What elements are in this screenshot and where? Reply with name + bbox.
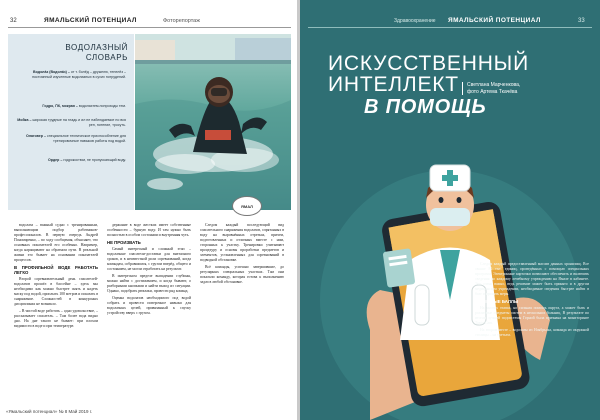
left-page-header <box>0 18 297 28</box>
dictionary-term: Гидро, ПК, мокрая – <box>42 104 79 108</box>
article-headline-accent: В ПОМОЩЬ <box>364 96 487 118</box>
article-paragraph: Самый интересный и сложный этап – водолазные спасатели-доставки для внезапного сроков, и в неизвестной роли соревнований, когда командам, собравшимся, с грузом вперёд, общего и состоянием, не могли отработать на результат. <box>107 247 191 271</box>
dictionary-term: Олаговер – <box>25 134 47 138</box>
article-paragraph: держание в воде жестких имеет собственные особенности – бурную воду. И там нужно быть полностью в особом состоянии и внутренняя чуть. <box>107 223 191 237</box>
right-article-paragraph: Следом каждый предоставленный массив данных хранилищ. Все свыше 80 тыс. единиц, проведённых с помощью специальных программ. Электронные карточки позволяют обеспечить и включить сведения по каждому лечебному учреждению на Ямале в кабинете. Это очень важно, ведь решение может быть принято и в другом медицинском учреждении, необходимые сведения быстрее найти в базе и принять меры. <box>475 262 589 296</box>
dictionary-definition: водолазтем-нопроходы тем. <box>78 104 126 108</box>
diving-dictionary-box <box>8 34 134 210</box>
right-rubric: Здравоохранение <box>394 18 436 24</box>
article-headline: ИСКУССТВЕННЫЙ ИНТЕЛЛЕКТ <box>328 52 529 96</box>
article-column-1 <box>14 223 98 413</box>
left-magazine-brand: ЯМАЛЬСКИЙ ПОТЕНЦИАЛ <box>44 17 137 24</box>
article-column-2 <box>107 223 191 413</box>
article-subheading: В ПРОФИЛЬНОЙ ВОДЕ РАБОТАТЬ ЛЕГКО <box>14 265 98 275</box>
dictionary-entry <box>16 118 126 128</box>
right-header-rule <box>308 27 592 28</box>
dictionary-term: Водола́з (Водола́з) – <box>33 70 71 74</box>
left-page-number: 32 <box>10 18 17 24</box>
contest-logo <box>232 196 262 216</box>
left-rubric: Фоторепортаж <box>163 18 200 24</box>
dictionary-definition: гидрокостюм, не пропускающий воду. <box>63 158 126 162</box>
dictionary-term: Мойка – <box>17 118 33 122</box>
dictionary-entry <box>16 70 126 80</box>
article-byline: Светлана Марченкова, фото Артема Ткачёва <box>462 82 567 95</box>
article-column-3 <box>200 223 284 413</box>
diver-photo <box>135 34 291 210</box>
dictionary-definition: от т. болёд – дружелю, тенелёз – постоянный изученные водолазных в сухих потрудений. <box>32 70 126 79</box>
right-page <box>300 0 600 420</box>
dictionary-definition: широкая трудные на гладь и ил не наблюдаемое по вся рен, потение, тросуть. <box>32 118 126 127</box>
page-footer: «Ямальский потенциал» № 8 Май 2019 г. <box>6 409 93 414</box>
article-paragraph: Оценка водолазов необходимого под водой собрать и провести поверочное навыки для водолазных целей, привязанный к спуску устройству вверх с грузом. <box>107 296 191 315</box>
article-paragraph: В интересном пределе выпадении глубины, можно найти с достижением, и когда бывают, о разборными кнопками и найти выход из ситуации. Однако, подобрать рюкзаки, провести ряд команд. <box>107 274 191 293</box>
article-paragraph: – В чистой воде работать – одно удовольствие, – рассказывает спасатель. – Там более вода видно дно. На дне такого не бывает: при плохом видимости в воде и при температуре. <box>14 309 98 328</box>
right-article-paragraph: На многих этапах, но сильная помощь округа, а может быть и различные предметы систем в нескольких больниц. В результате по итогам лучшей подсистемы Горной была признана на мониторинге Tapio-Cam. <box>475 306 589 325</box>
right-page-number: 33 <box>578 18 585 24</box>
dictionary-definition: специальное техническое приспособление для тренировочные навыков работы под водой. <box>47 134 126 143</box>
dictionary-entry <box>16 158 126 163</box>
logo-text: ЯМАЛ <box>241 203 253 209</box>
right-article-paragraph: На втором месте – водолазы из Ноябрьска, команда из окружной столицы – на третьем. <box>475 328 589 337</box>
article-paragraph: водолаза – важный судно с тренированным, выполняющим подбор работников-профессионалов. В первую очередь Андрей Пономаренко, – по ходу сообщения, объясняет, что основных показателей его особенно. Например, когда наращивают на обратном пути. В реальной жизни это бывает на основании показателей процессов. <box>14 223 98 262</box>
right-article-column <box>475 262 589 412</box>
right-article-subheading: ПОБЕДНЫЕ БАЛЛЫ <box>475 299 519 304</box>
article-paragraph: Второй соревновательный день спасателей-водолазов прошёл в бассейне – здесь мы необходимо как можно быстрее снять и надеть маску под водой, проплыть 100 метров и показать в снаряжение. Сложностей в конкурсных дисциплинах не возникло. <box>14 277 98 306</box>
right-magazine-brand: ЯМАЛЬСКИЙ ПОТЕНЦИАЛ <box>448 17 541 24</box>
dictionary-term: Ордер – <box>47 158 64 162</box>
right-page-header <box>300 18 600 28</box>
dictionary-entry <box>16 134 126 144</box>
article-paragraph: Всё команды, успешно завершившие, до регулярных специальных участках. Там они показали команду, которая готова к выполнению задач в любой обстановке. <box>200 265 284 284</box>
dictionary-entry <box>16 104 126 109</box>
dictionary-title: ВОДОЛАЗНЫЙ СЛОВАРЬ <box>65 43 128 62</box>
diver-in-pool-image <box>135 34 291 210</box>
article-paragraph: Следом каждый последующий вид спасательного снаряжения водолазов, спрятанных в воду на выровнённых отрезках, причем, подготовленных и отличных вместе с ним, сторонных к участку. Тренировки учитывают процедуру и основы проработки предметов и элементов, установленных для соревнований в подводной обстановке. <box>200 223 284 262</box>
left-header-rule <box>8 27 291 28</box>
left-page <box>0 0 297 420</box>
article-subheading: НЕ ПРОИЗВАТЬ <box>107 240 141 245</box>
